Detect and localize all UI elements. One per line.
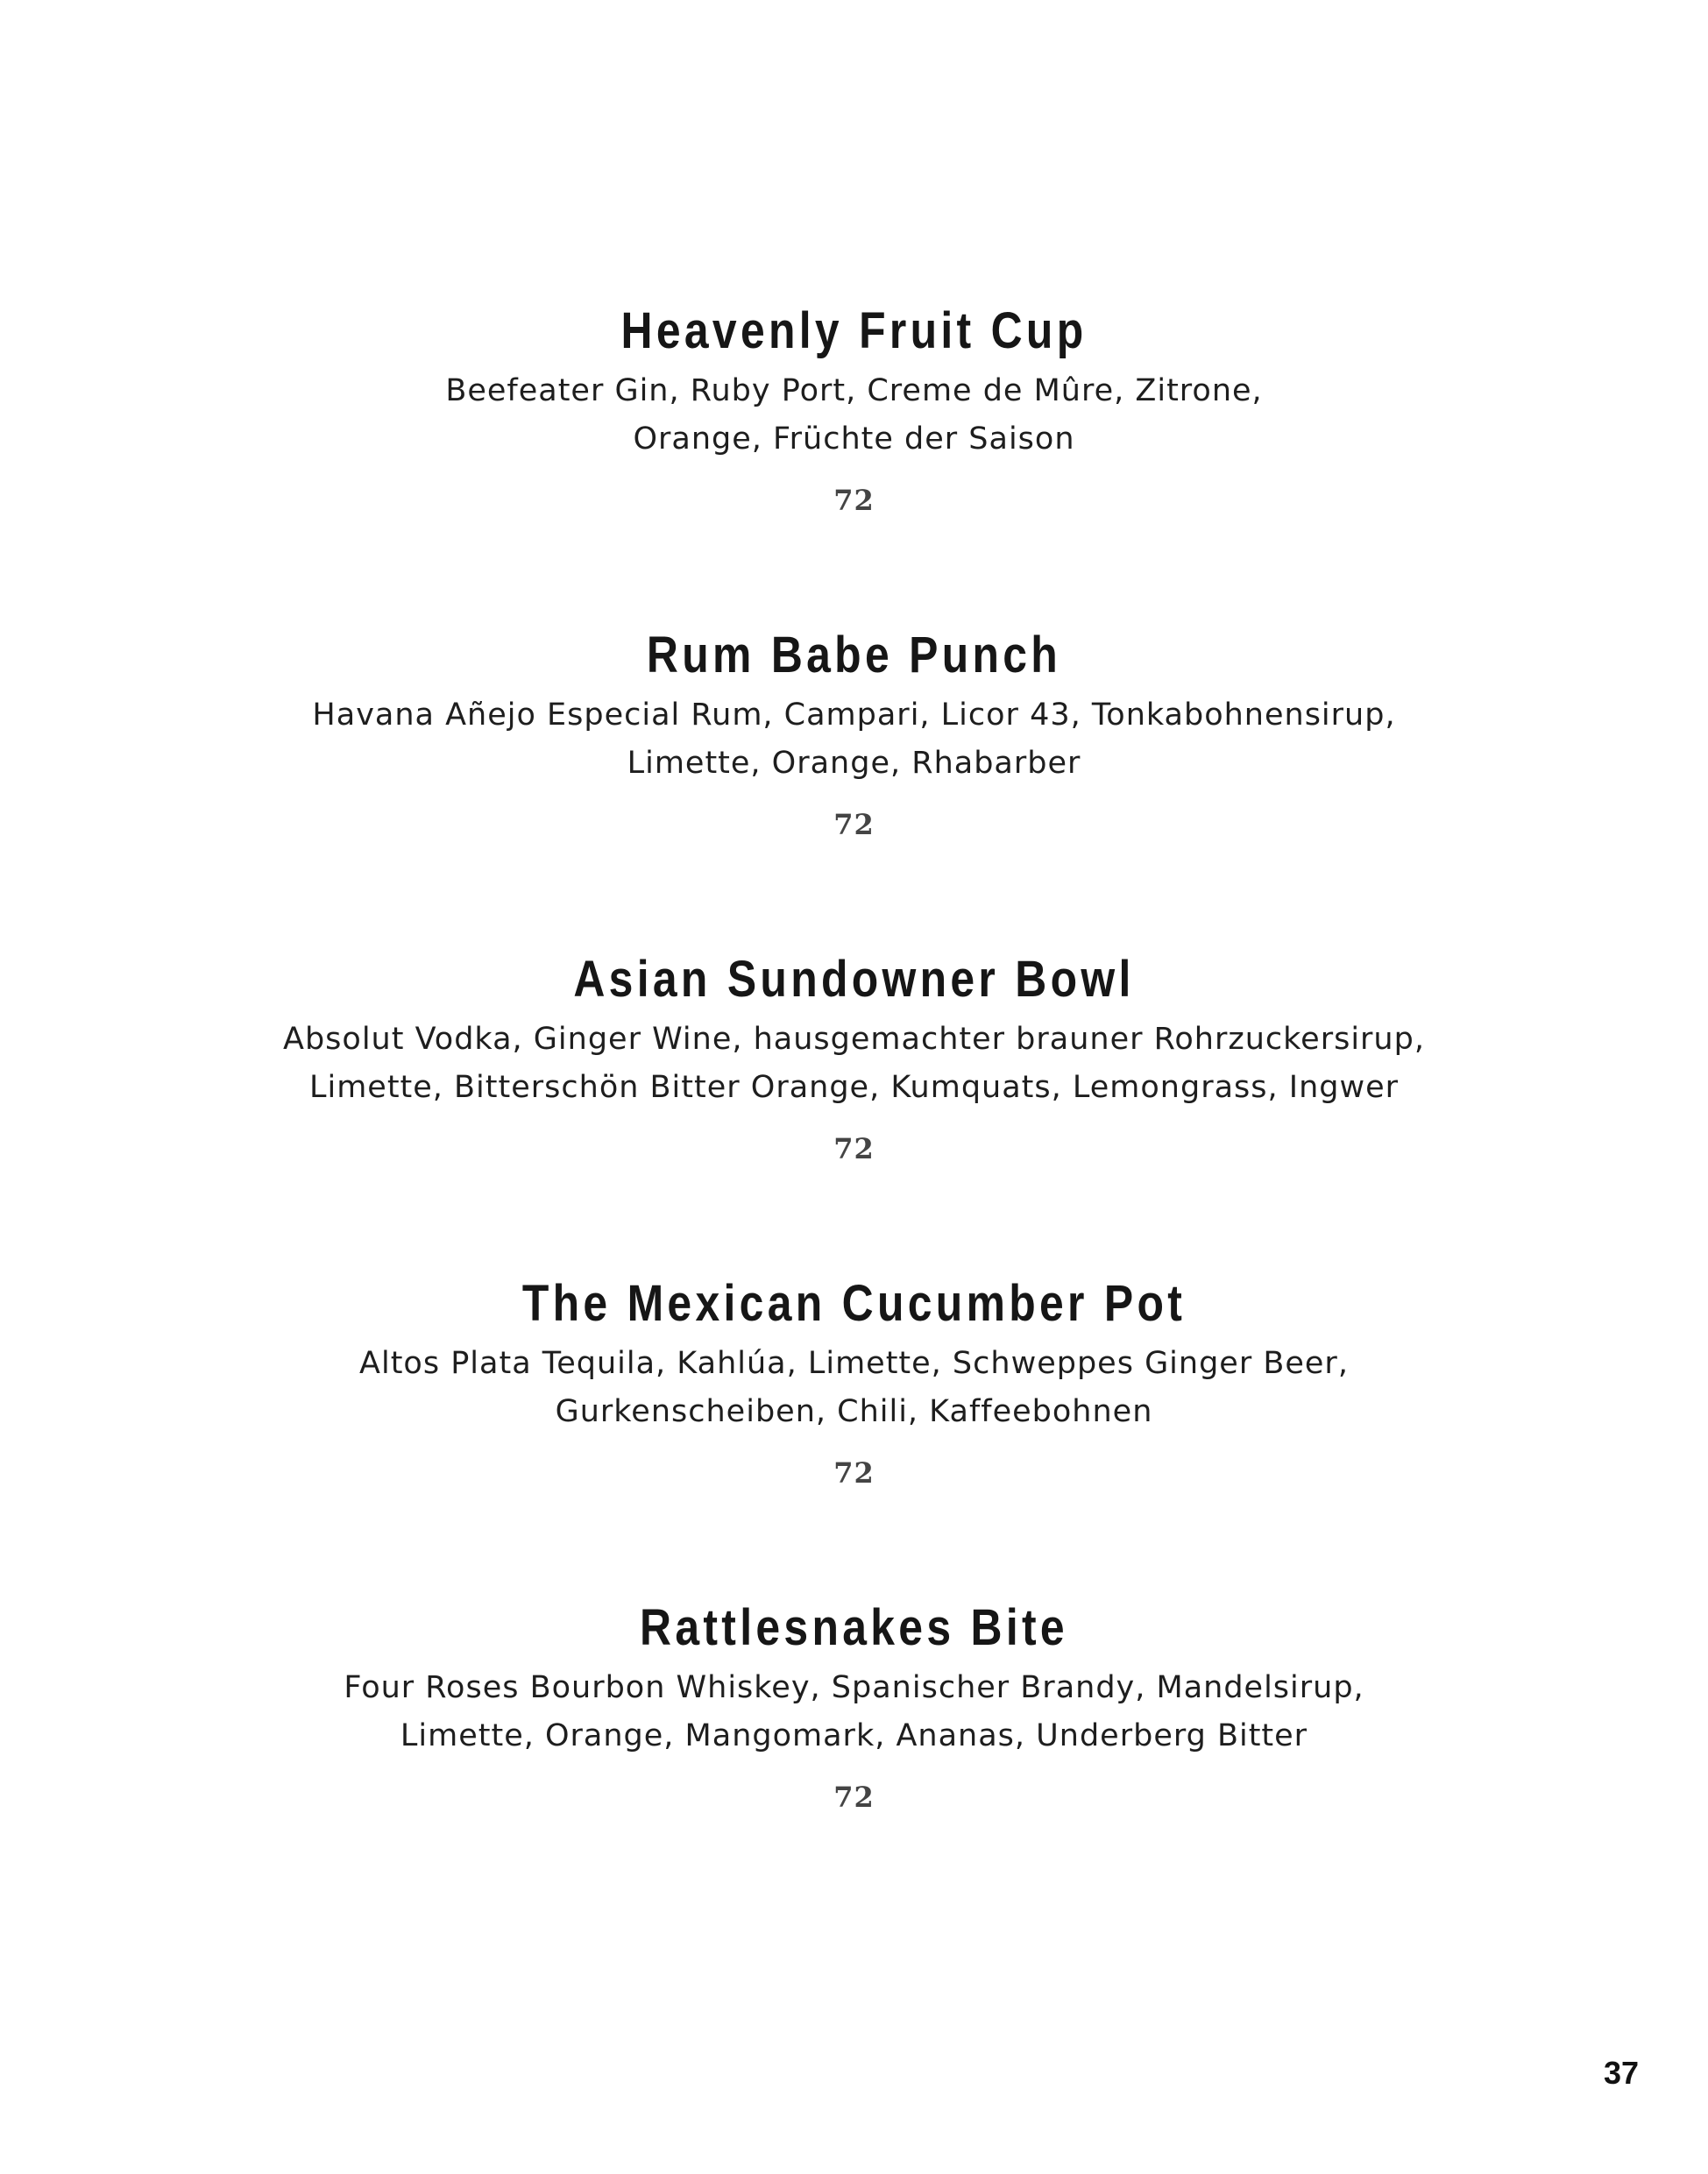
item-price: 72 bbox=[833, 1781, 875, 1814]
item-description bbox=[272, 691, 1436, 788]
item-description bbox=[272, 1016, 1436, 1112]
menu-item-heavenly-fruit-cup bbox=[0, 301, 1708, 518]
description-line: Four Roses Bourbon Whiskey, Spanischer Brandy, Mandelsirup, bbox=[344, 1670, 1364, 1705]
menu-item-rum-babe-punch bbox=[0, 625, 1708, 842]
description-line: Absolut Vodka, Ginger Wine, hausgemachter brauner Rohrzuckersirup, bbox=[283, 1022, 1425, 1057]
description-line: Beefeater Gin, Ruby Port, Creme de Mûre, Zitrone, bbox=[445, 373, 1263, 408]
description-line: Gurkenscheiben, Chili, Kaffeebohnen bbox=[555, 1394, 1153, 1429]
description-line: Orange, Früchte der Saison bbox=[633, 421, 1075, 457]
page-number: 37 bbox=[1603, 2055, 1639, 2091]
item-name: Heavenly Fruit Cup bbox=[620, 302, 1088, 359]
item-price: 72 bbox=[833, 1132, 875, 1165]
item-name: The Mexican Cucumber Pot bbox=[521, 1275, 1187, 1332]
item-name: Rum Babe Punch bbox=[646, 627, 1062, 683]
item-description bbox=[272, 1340, 1436, 1436]
item-name: Asian Sundowner Bowl bbox=[573, 951, 1135, 1008]
description-line: Limette, Orange, Rhabarber bbox=[627, 746, 1081, 781]
menu-item-rattlesnakes-bite bbox=[0, 1597, 1708, 1815]
description-line: Havana Añejo Especial Rum, Campari, Licor 43, Tonkabohnensirup, bbox=[312, 698, 1396, 733]
item-description bbox=[272, 1664, 1436, 1760]
item-price: 72 bbox=[833, 484, 875, 517]
description-line: Limette, Bitterschön Bitter Orange, Kumquats, Lemongrass, Ingwer bbox=[308, 1070, 1400, 1105]
item-name: Rattlesnakes Bite bbox=[640, 1599, 1068, 1656]
description-line: Limette, Orange, Mangomark, Ananas, Underberg Bitter bbox=[400, 1718, 1308, 1753]
item-price: 72 bbox=[833, 1456, 875, 1490]
description-line: Altos Plata Tequila, Kahlúa, Limette, Schweppes Ginger Beer, bbox=[359, 1346, 1349, 1381]
item-price: 72 bbox=[833, 808, 875, 841]
item-description bbox=[272, 367, 1436, 464]
menu-item-mexican-cucumber-pot bbox=[0, 1273, 1708, 1491]
menu-item-asian-sundowner-bowl bbox=[0, 949, 1708, 1166]
